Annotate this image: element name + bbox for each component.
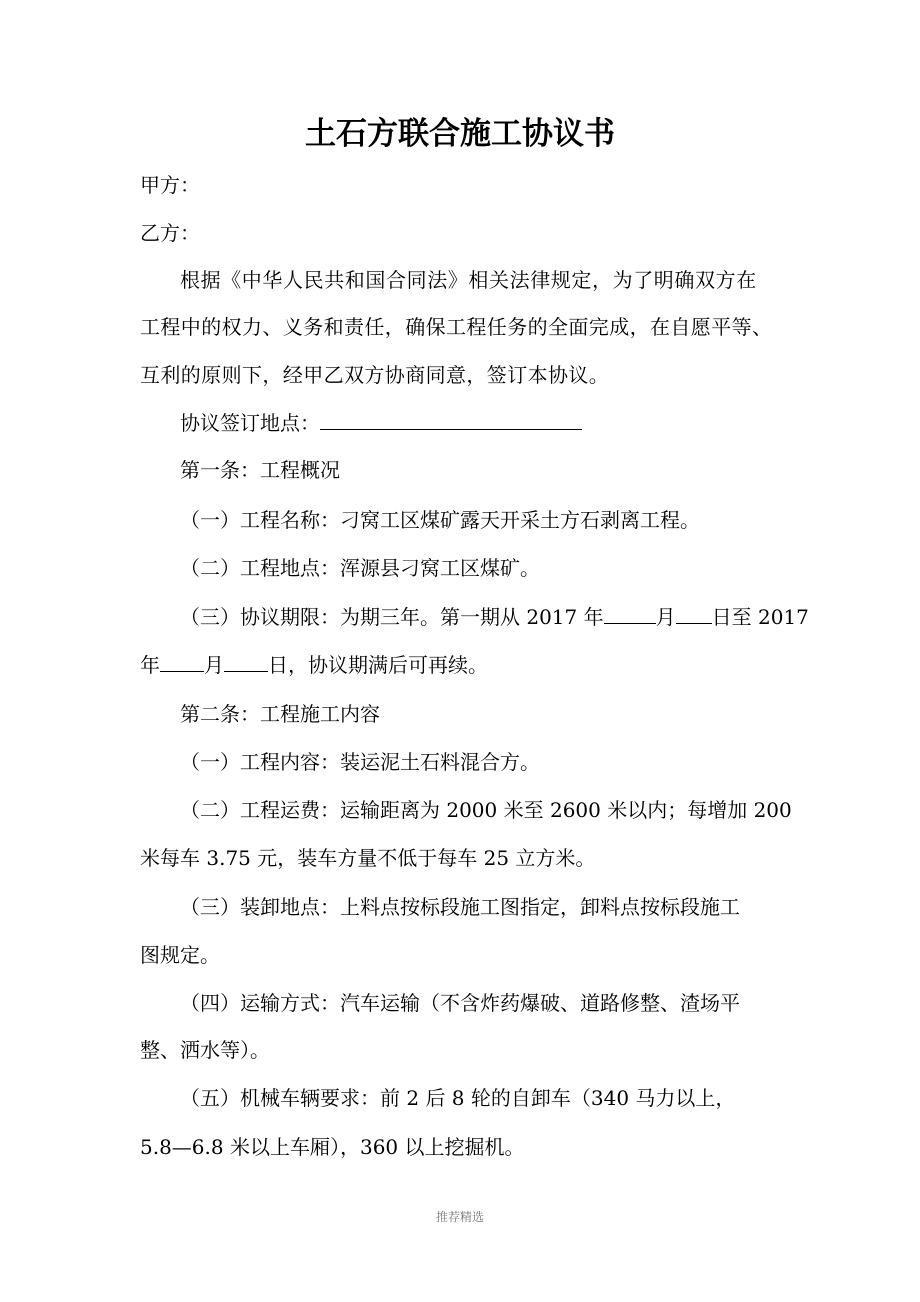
intro-line: 根据《中华人民共和国合同法》相关法律规定，为了明确双方在	[180, 268, 757, 292]
signing-place-label: 协议签订地点：	[180, 411, 320, 435]
blank	[676, 605, 712, 624]
article2-item: （五）机械车辆要求：前 2 后 8 轮的自卸车（340 马力以上，	[180, 1086, 736, 1110]
article2-item: （三）装卸地点：上料点按标段施工图指定，卸料点按标段施工	[180, 895, 740, 919]
article2-item: （四）运输方式：汽车运输（不含炸药爆破、道路修整、渣场平	[180, 991, 740, 1015]
term-text: 年	[140, 653, 160, 677]
party-a-label: 甲方：	[140, 173, 200, 197]
intro-line: 互利的原则下，经甲乙双方协商同意，签订本协议。	[140, 363, 610, 387]
term-text: 日，协议期满后可再续。	[268, 653, 488, 677]
party-b-label: 乙方：	[140, 221, 200, 245]
blank	[604, 605, 656, 624]
term-text: 月	[204, 653, 224, 677]
article1-item: （一）工程名称：刁窝工区煤矿露天开采土方石剥离工程。	[180, 508, 700, 532]
document-title: 土石方联合施工协议书	[305, 116, 615, 152]
article1-item-term	[180, 605, 809, 629]
term-text: （三）协议期限：为期三年。第一期从 2017 年	[180, 605, 604, 629]
article1-heading: 第一条：工程概况	[180, 458, 340, 482]
article2-item: （一）工程内容：装运泥土石料混合方。	[180, 750, 540, 774]
blank	[224, 653, 268, 672]
article1-item: （二）工程地点：浑源县刁窝工区煤矿。	[180, 556, 540, 580]
signing-place-blank	[320, 411, 582, 430]
article2-item: 米每车 3.75 元，装车方量不低于每车 25 立方米。	[140, 846, 596, 870]
article2-item: 图规定。	[140, 943, 220, 967]
article2-item: 整、洒水等）。	[140, 1038, 270, 1062]
article2-heading: 第二条：工程施工内容	[180, 702, 380, 726]
term-text: 日至 2017	[711, 605, 809, 629]
blank	[160, 653, 204, 672]
signing-place	[180, 411, 582, 435]
intro-line: 工程中的权力、义务和责任，确保工程任务的全面完成，在自愿平等、	[140, 315, 773, 339]
article2-item: （二）工程运费：运输距离为 2000 米至 2600 米以内；每增加 200	[180, 798, 792, 822]
term-text: 月	[655, 605, 676, 629]
page-footer: 推荐精选	[435, 1210, 484, 1224]
article2-item: 5.8—6.8 米以上车厢），360 以上挖掘机。	[140, 1135, 525, 1159]
article1-item-term-cont	[140, 653, 488, 677]
